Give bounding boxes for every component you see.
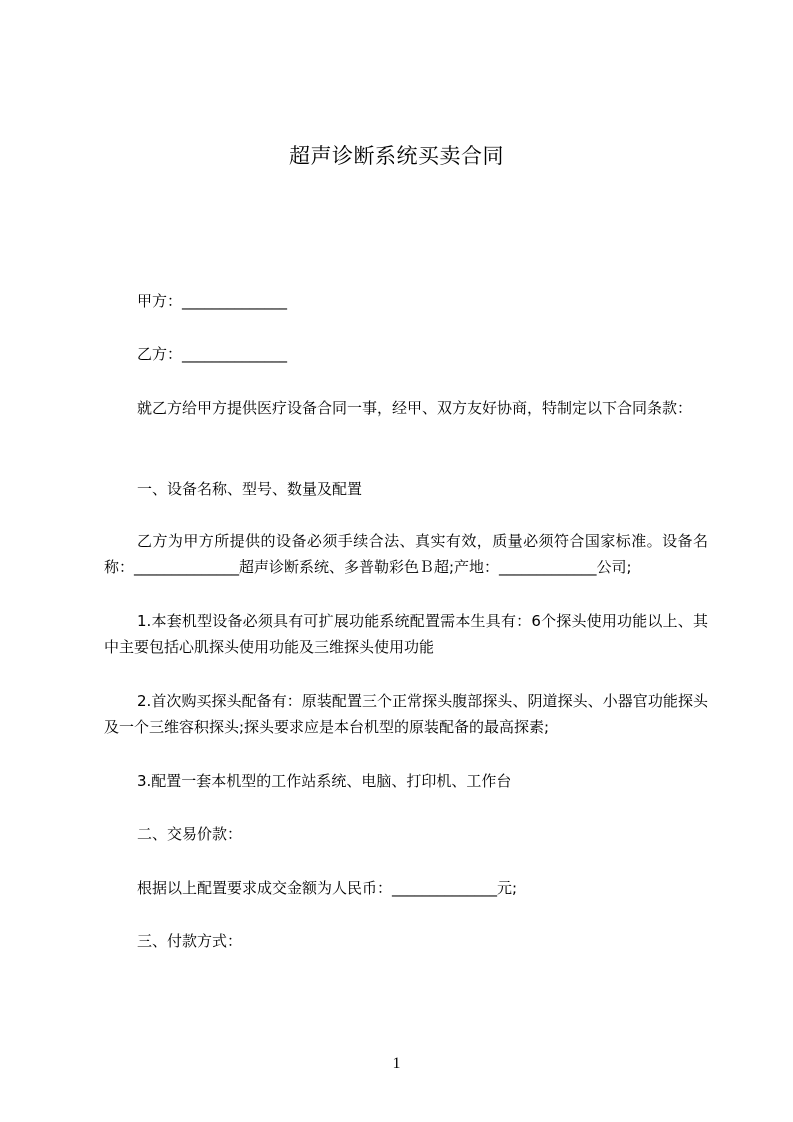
section2-heading: 二、交易价款： xyxy=(137,825,243,843)
section1-body: 乙方为甲方所提供的设备必须手续合法、真实有效，质量必须符合国家标准。设备名称：______________超声诊断系统、多普勒彩色Ｂ超;产地：_____________公司; xyxy=(104,532,708,576)
document-title: 超声诊断系统买卖合同 xyxy=(289,144,504,168)
page-number: 1 xyxy=(392,1055,401,1072)
party-b-line: 乙方：______________ xyxy=(137,345,288,363)
intro-paragraph: 就乙方给甲方提供医疗设备合同一事，经甲、双方友好协商，特制定以下合同条款： xyxy=(137,399,693,417)
item2-paragraph: 2.首次购买探头配备有：原装配置三个正常探头腹部探头、阴道探头、小器官功能探头及一个三维容积探头;探头要求应是本台机型的原装配备的最高探素; xyxy=(104,692,708,736)
section1-heading: 一、设备名称、型号、数量及配置 xyxy=(137,480,363,498)
section3-heading: 三、付款方式： xyxy=(137,932,243,950)
party-a-line: 甲方：______________ xyxy=(137,292,288,310)
section2-body: 根据以上配置要求成交金额为人民币：______________元; xyxy=(137,879,518,897)
item3-paragraph: 3.配置一套本机型的工作站系统、电脑、打印机、工作台 xyxy=(137,772,512,790)
item1-paragraph: 1.本套机型设备必须具有可扩展功能系统配置需本生具有：6个探头使用功能以上、其中主要包括心肌探头使用功能及三维探头使用功能 xyxy=(104,612,708,656)
